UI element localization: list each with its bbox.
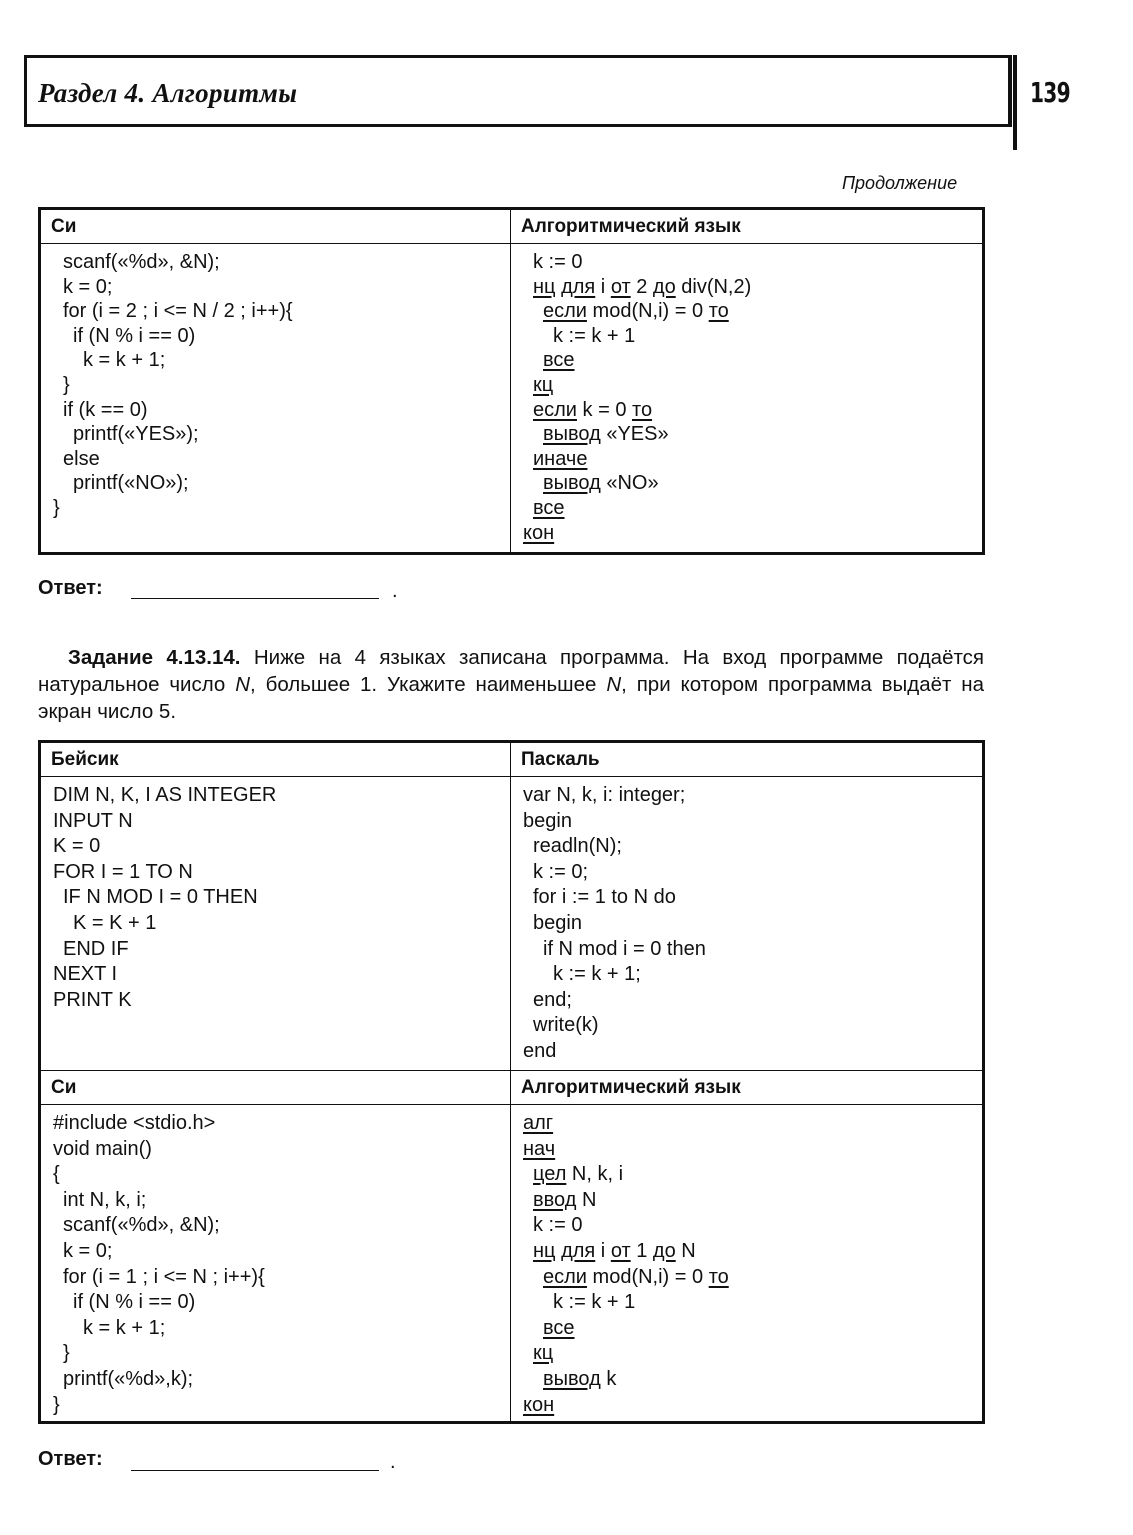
code-token: k: [606, 1367, 617, 1390]
code-line: }: [53, 496, 60, 519]
answer-dot-2: .: [390, 1451, 396, 1473]
keyword: все: [543, 349, 575, 372]
code-line: printf(«YES»);: [73, 423, 199, 446]
code-line: end: [523, 1039, 557, 1062]
code-token: N: [681, 1239, 696, 1262]
table1-c-code: [40, 244, 511, 554]
code-line: [523, 1316, 982, 1342]
code-line: IF N MOD I = 0 THEN: [63, 886, 258, 909]
code-line: [523, 1188, 982, 1214]
code-line: k := k + 1: [553, 1291, 636, 1314]
table2-basic-header: Бейсик: [40, 742, 511, 777]
code-token: mod(N,i) = 0: [592, 300, 704, 323]
code-line: k = 0;: [63, 275, 113, 298]
code-line: k := k + 1;: [553, 963, 641, 986]
code-token: mod(N,i) = 0: [592, 1265, 704, 1288]
keyword: то: [708, 1265, 729, 1288]
keyword: кон: [523, 1393, 555, 1416]
table1-alg-header: Алгоритмический язык: [511, 209, 984, 244]
keyword: если: [533, 398, 577, 421]
task-statement: [38, 644, 984, 725]
code-line: DIM N, K, I AS INTEGER: [53, 784, 277, 806]
task-text-part: , при котором программа выдаёт на экран число 5.: [38, 673, 984, 723]
keyword: алг: [523, 1112, 554, 1134]
code-line: [523, 1341, 982, 1367]
code-line: begin: [523, 809, 572, 832]
code-line: k := 0: [533, 1214, 583, 1237]
code-line: if N mod i = 0 then: [543, 937, 706, 960]
keyword: нач: [523, 1137, 556, 1160]
table2-c-code: [40, 1105, 511, 1423]
code-token: «NO»: [606, 472, 659, 495]
code-line: scanf(«%d», &N);: [63, 1214, 220, 1237]
code-line: k := k + 1: [553, 324, 636, 347]
code-table-2: [38, 740, 985, 1424]
code-token: N, k, i: [571, 1163, 624, 1186]
code-line: }: [53, 1393, 60, 1416]
keyword: до: [652, 275, 676, 298]
keyword: вывод: [543, 1367, 601, 1390]
code-line: var N, k, i: integer;: [523, 784, 686, 806]
task-variable: N: [235, 673, 251, 696]
code-line: printf(«%d»,k);: [63, 1367, 194, 1390]
code-line: [523, 1137, 982, 1163]
code-line: [523, 275, 982, 300]
keyword: кон: [523, 521, 555, 544]
keyword: ввод: [533, 1188, 577, 1211]
code-token: «YES»: [606, 423, 669, 446]
code-line: end;: [533, 988, 572, 1011]
keyword: иначе: [533, 447, 588, 470]
keyword: вывод: [543, 423, 601, 446]
code-line: [523, 299, 982, 324]
code-line: K = 0: [53, 835, 101, 858]
section-title: Раздел 4. Алгоритмы: [38, 78, 298, 108]
table2-pascal-code: [511, 777, 984, 1071]
code-line: readln(N);: [533, 835, 622, 858]
table2-basic-code: [40, 777, 511, 1071]
code-line: for i := 1 to N do: [533, 886, 676, 909]
keyword: вывод: [543, 472, 601, 495]
table2-alg-header: Алгоритмический язык: [511, 1071, 984, 1105]
keyword: кц: [533, 1342, 554, 1365]
code-line: INPUT N: [53, 809, 133, 832]
code-line: printf(«NO»);: [73, 472, 189, 495]
keyword: кц: [533, 373, 554, 396]
answer-dot-1: .: [392, 580, 398, 602]
code-line: for (i = 2 ; i <= N / 2 ; i++){: [63, 300, 293, 323]
keyword: нц: [533, 1239, 556, 1262]
table2-alg-code: [511, 1105, 984, 1423]
keyword: цел: [533, 1163, 567, 1186]
code-line: scanf(«%d», &N);: [63, 251, 220, 273]
code-token: N: [581, 1188, 597, 1211]
code-token: k = 0: [582, 398, 627, 421]
code-line: [523, 1265, 982, 1291]
answer-label-2: Ответ:: [38, 1448, 103, 1470]
answer-field-1[interactable]: [131, 598, 379, 599]
code-line: write(k): [533, 1014, 599, 1037]
code-line: END IF: [63, 937, 129, 960]
code-line: FOR I = 1 TO N: [53, 860, 193, 883]
code-line: [523, 447, 982, 472]
code-line: [523, 1367, 982, 1393]
keyword: от: [610, 1239, 631, 1262]
keyword: то: [708, 300, 729, 323]
task-text-part: Ниже на 4 языках записана программа. На вход программе подаётся натуральное число: [38, 646, 984, 696]
code-token: 2: [636, 275, 648, 298]
keyword: если: [543, 300, 587, 323]
code-table-1: [38, 207, 985, 555]
code-line: if (N % i == 0): [73, 324, 196, 347]
code-line: begin: [533, 911, 582, 934]
answer-field-2[interactable]: [131, 1470, 379, 1471]
code-line: NEXT I: [53, 963, 118, 986]
code-line: [523, 1162, 982, 1188]
code-line: [523, 496, 982, 521]
continuation-label: Продолжение: [842, 173, 958, 193]
code-line: [523, 521, 982, 546]
code-line: k = 0;: [63, 1239, 113, 1262]
task-variable: N: [606, 673, 622, 696]
keyword: для: [561, 275, 596, 298]
keyword: все: [533, 496, 565, 519]
code-line: k := 0: [533, 251, 583, 273]
keyword: от: [610, 275, 631, 298]
code-token: i: [600, 275, 606, 298]
code-line: [523, 1239, 982, 1265]
code-line: #include <stdio.h>: [53, 1112, 216, 1134]
code-line: [523, 398, 982, 423]
code-line: [523, 1111, 982, 1137]
page-edge-rule: [1013, 55, 1017, 150]
table2-pascal-header: Паскаль: [511, 742, 984, 777]
keyword: если: [543, 1265, 587, 1288]
task-text-part: , большее 1. Укажите наименьшее: [250, 673, 597, 696]
code-line: [523, 422, 982, 447]
keyword: то: [632, 398, 653, 421]
keyword: все: [543, 1316, 575, 1339]
code-line: k = k + 1;: [83, 349, 166, 372]
code-line: if (k == 0): [63, 398, 148, 421]
keyword: для: [561, 1239, 596, 1262]
code-line: for (i = 1 ; i <= N ; i++){: [63, 1265, 265, 1288]
code-line: int N, k, i;: [63, 1188, 147, 1211]
table1-c-header: Си: [40, 209, 511, 244]
code-line: k := 0;: [533, 860, 589, 883]
code-line: K = K + 1: [73, 911, 157, 934]
code-line: else: [63, 447, 100, 470]
code-line: [523, 373, 982, 398]
task-label: Задание 4.13.14.: [68, 646, 241, 669]
code-line: PRINT K: [53, 988, 132, 1011]
code-line: [523, 1393, 982, 1419]
code-line: }: [63, 373, 70, 396]
keyword: нц: [533, 275, 556, 298]
code-line: [523, 348, 982, 373]
code-line: {: [53, 1163, 60, 1186]
keyword: до: [652, 1239, 676, 1262]
code-line: }: [63, 1342, 70, 1365]
code-line: k = k + 1;: [83, 1316, 166, 1339]
code-token: div(N,2): [681, 275, 752, 298]
code-token: 1: [636, 1239, 648, 1262]
table1-alg-code: [511, 244, 984, 554]
answer-label-1: Ответ:: [38, 577, 103, 599]
code-token: i: [600, 1239, 606, 1262]
code-line: void main(): [53, 1137, 152, 1160]
code-line: [523, 471, 982, 496]
code-line: if (N % i == 0): [73, 1291, 196, 1314]
table2-c-header: Си: [40, 1071, 511, 1105]
page-number: 139: [1030, 76, 1070, 109]
